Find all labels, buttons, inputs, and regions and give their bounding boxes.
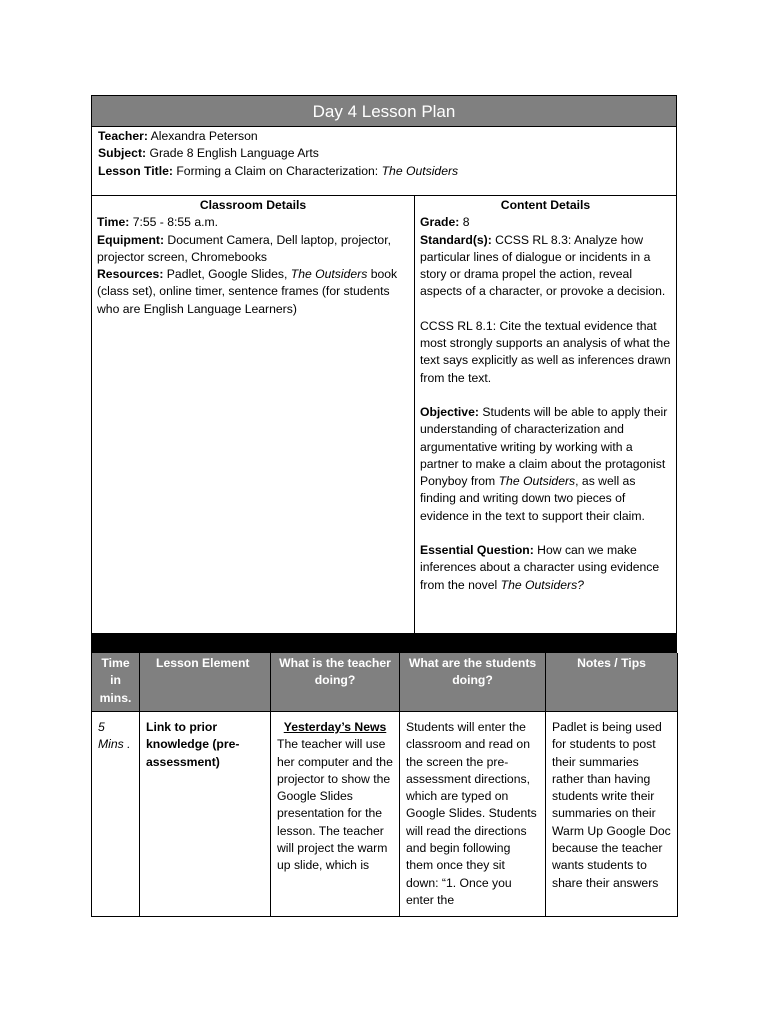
row1-notes: Padlet is being used for students to post their summaries rather than having students write their summaries on their Warm Up Google Doc because the teacher wants students to share their answers bbox=[546, 716, 678, 917]
time-line bbox=[97, 214, 409, 231]
yesterdays-news-heading: Yesterday’s News bbox=[283, 720, 387, 734]
essential-question-book: The Outsiders? bbox=[500, 577, 584, 592]
details-section bbox=[91, 196, 677, 634]
lesson-info-box bbox=[91, 127, 677, 196]
standard-label: Standard(s): bbox=[420, 232, 492, 247]
row1-time: 5 Mins . bbox=[92, 716, 140, 917]
teacher-label: Teacher: bbox=[98, 129, 148, 143]
header-notes: Notes / Tips bbox=[546, 653, 678, 712]
resources-label: Resources: bbox=[97, 267, 164, 282]
lesson-title-book: The Outsiders bbox=[381, 163, 459, 178]
header-teacher-doing: What is the teacher doing? bbox=[271, 653, 400, 712]
objective-book: The Outsiders bbox=[498, 474, 576, 489]
classroom-details-heading: Classroom Details bbox=[199, 198, 307, 212]
lesson-table bbox=[91, 652, 677, 917]
objective-paragraph bbox=[420, 404, 671, 525]
resources-value-b: book (class set), online timer, sentence frames (for students who are English Language Learners) bbox=[97, 267, 398, 316]
teacher-name: Alexandra Peterson bbox=[150, 129, 258, 143]
resources-line bbox=[97, 266, 409, 318]
equipment-value: Document Camera, Dell laptop, projector, projector screen, Chromebooks bbox=[97, 232, 391, 264]
objective-value-a: Students will be able to apply their understanding of characterization and argumentative writing by working with a partner to make a claim about the protagonist Ponyboy from bbox=[420, 404, 668, 489]
row1-teacher-heading bbox=[277, 719, 393, 736]
lesson-title-label: Lesson Title: bbox=[98, 163, 173, 178]
row1-teacher-text: The teacher will use her computer and the projector to show the Google Slides presentation for the lesson. The teacher will project the warm up slide, which is bbox=[277, 737, 393, 873]
grade-line bbox=[420, 214, 671, 231]
row1-students-doing: Students will enter the classroom and read on the screen the pre-assessment directions, which are typed on Google Slides. Students will read the directions and begin following them once they sit down: “1. Once you enter the bbox=[400, 716, 546, 917]
header-lesson-element: Lesson Element bbox=[140, 653, 271, 712]
essential-question-paragraph bbox=[420, 542, 671, 594]
standard2-paragraph: CCSS RL 8.1: Cite the textual evidence that most strongly supports an analysis of what the text says explicitly as well as inferences drawn from the text. bbox=[420, 318, 671, 385]
subject-line bbox=[98, 145, 670, 162]
subject-label: Subject: bbox=[98, 146, 147, 161]
classroom-details bbox=[92, 196, 415, 633]
essential-question-label: Essential Question: bbox=[420, 543, 534, 558]
header-students-doing: What are the students doing? bbox=[400, 653, 546, 712]
teacher-line bbox=[98, 128, 670, 145]
lesson-title-value: Forming a Claim on Characterization: bbox=[176, 163, 379, 178]
essential-question-value: How can we make inferences about a character using evidence from the novel bbox=[420, 543, 660, 592]
row1-lesson-element: Link to prior knowledge (pre-assessment) bbox=[140, 716, 271, 917]
equipment-line bbox=[97, 232, 409, 267]
resources-value-a: Padlet, Google Slides, bbox=[166, 267, 288, 282]
lesson-plan-document bbox=[91, 95, 677, 917]
objective-label: Objective: bbox=[420, 404, 479, 419]
time-value: 7:55 - 8:55 a.m. bbox=[132, 215, 219, 230]
grade-value: 8 bbox=[462, 215, 470, 230]
lesson-title-line bbox=[98, 163, 670, 180]
objective-value-b: , as well as finding and writing down two pieces of evidence in the text to support their claim. bbox=[420, 474, 645, 523]
content-details bbox=[415, 196, 676, 633]
time-label: Time: bbox=[97, 215, 130, 230]
row1-teacher-doing bbox=[271, 716, 400, 917]
content-details-heading: Content Details bbox=[500, 198, 591, 212]
subject-value: Grade 8 English Language Arts bbox=[149, 146, 319, 161]
section-divider bbox=[91, 634, 677, 652]
header-time: Time in mins. bbox=[92, 653, 140, 712]
equipment-label: Equipment: bbox=[97, 232, 165, 247]
grade-label: Grade: bbox=[420, 215, 460, 230]
standard-value: CCSS RL 8.3: Analyze how particular lines of dialogue or incidents in a story or drama propel the action, reveal aspects of a character, or provoke a decision. bbox=[420, 232, 666, 299]
resources-book: The Outsiders bbox=[290, 267, 368, 282]
standard-paragraph bbox=[420, 232, 671, 301]
document-title: Day 4 Lesson Plan bbox=[91, 95, 677, 127]
